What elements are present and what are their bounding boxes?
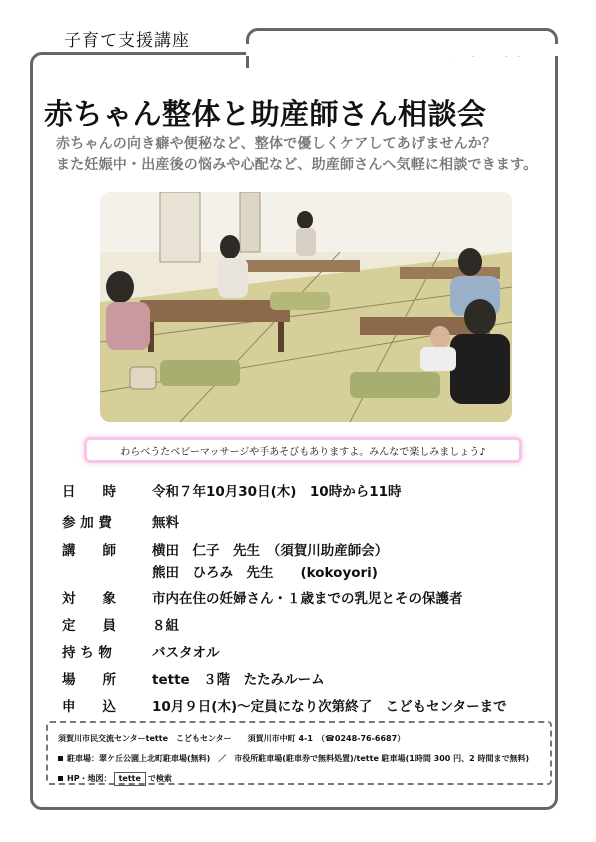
detail-label: 場 所 [62,672,116,688]
detail-label: 講 師 [62,543,116,559]
hp-line: HP・地図： tette で検索 [58,769,540,789]
series-label: 子育て支援講座 [64,31,190,51]
detail-value: 10月９日(木)～定員になり次第終了 こどもセンターまで [152,699,507,715]
square-bullet-icon [58,756,63,761]
detail-value: バスタオル [152,645,220,661]
detail-label: 持 ち 物 [62,645,112,661]
tab-join [246,44,558,56]
detail-value: 無料 [152,515,179,531]
search-term-box: tette [114,772,146,786]
detail-label: 申 込 [62,699,116,715]
parking-line: 駐車場：翠ケ丘公園上北町駐車場(無料) ／ 市役所駐車場(駐車券で無料処置)/tette 駐車場(1時間 300 円、2 時間まで無料) [58,749,540,769]
caption-text: わらべうたベビーマッサージや手あそびもありますよ。みんなで楽しみましょう♪ [120,446,486,458]
detail-label: 対 象 [62,591,116,607]
lead-line-2: また妊娠中・出産後の悩みや心配など、助産師さんへ気軽に相談できます。 [56,157,538,173]
event-photo [100,192,512,422]
detail-value: 横田 仁子 先生 （須賀川助産師会） [152,543,389,559]
venue-line: 須賀川市民交流センターtette こどもセンター 須賀川市中町 4-1 （☎0248-76-6687） [58,734,406,743]
lead-line-1: 赤ちゃんの向き癖や便秘など、整体で優しくケアしてあげませんか？ [56,136,497,152]
square-bullet-icon [58,776,63,781]
page-title: 赤ちゃん整体と助産師さん相談会 [44,97,487,131]
detail-label: 参 加 費 [62,515,112,531]
detail-value: 令和７年10月30日(木) 10時から11時 [152,484,402,500]
detail-value-2: 熊田 ひろみ 先生 (kokoyori) [152,565,378,581]
photo-caption [84,437,522,463]
detail-value: 市内在住の妊婦さん・１歳までの乳児とその保護者 [152,591,463,607]
detail-label: 定 員 [62,618,116,634]
detail-value: ８組 [152,618,179,634]
venue-info-box [46,721,552,785]
detail-value: tette ３階 たたみルーム [152,672,325,688]
detail-label: 日 時 [62,484,116,500]
